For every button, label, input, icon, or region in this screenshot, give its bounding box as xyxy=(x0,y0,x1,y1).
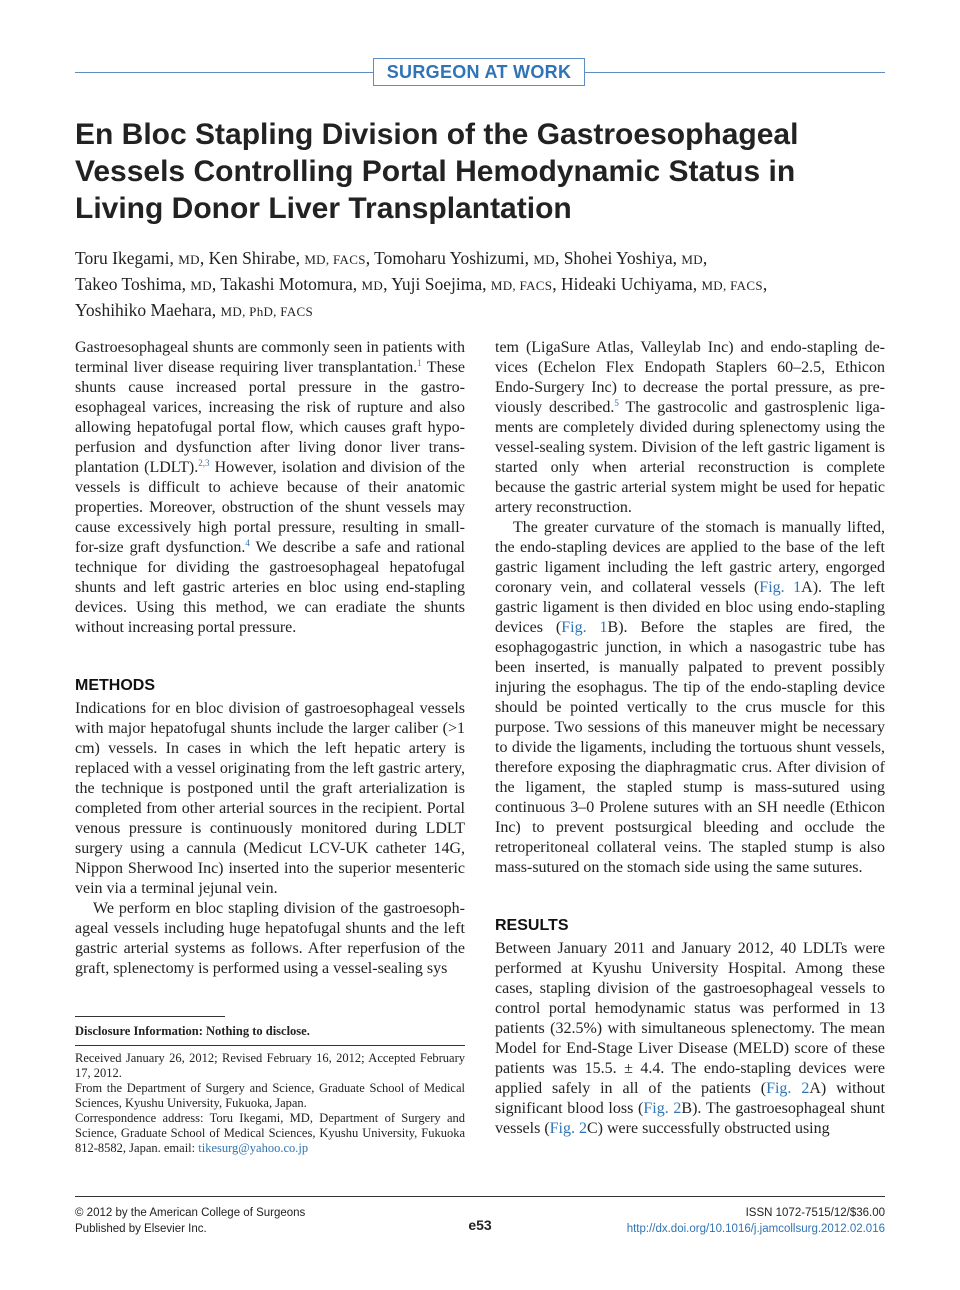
intro-paragraph xyxy=(75,338,465,638)
author-name: Takeo Toshima xyxy=(75,274,182,294)
author-name: Shohei Yoshiya xyxy=(563,248,673,268)
author-credentials: MD, FACS xyxy=(304,252,366,267)
correspondence-text: Correspondence address: Toru Ikegami, MD, Department of Surgery and Science, Graduate School of Medical Sciences, Kyushu University, Fukuoka 812-8582, Japan. email: xyxy=(75,1111,465,1155)
received-note: Received January 26, 2012; Revised February 16, 2012; Accepted February 17, 2012. xyxy=(75,1051,465,1080)
author-name: Tomoharu Yoshizumi xyxy=(374,248,525,268)
header-rule-left xyxy=(75,72,373,73)
page-number: e53 xyxy=(468,1217,492,1233)
author-name: Yoshihiko Maehara xyxy=(75,300,212,320)
intro-text: However, isolation and division of the vessels is difficult to achieve because of their anatomic properties. Moreover, obstruction of the shunt vessels may cause excessively high portal pressure, resulting in small-for-size graft dysfunction. xyxy=(75,459,465,556)
reference-link[interactable]: 2,3 xyxy=(198,458,210,468)
issn: ISSN 1072-7515/12/$36.00 xyxy=(745,1207,885,1219)
author-credentials: MD, FACS xyxy=(701,278,763,293)
author-name: Takashi Motomura xyxy=(220,274,353,294)
reference-link[interactable]: 4 xyxy=(245,538,250,548)
author-credentials: MD xyxy=(178,252,200,267)
methods-text: A). The left gastric ligament is then divided en bloc using endo-stapling devices ( xyxy=(495,579,886,636)
author-credentials: MD xyxy=(681,252,703,267)
methods-paragraph xyxy=(495,518,885,878)
methods-text: tem (LigaSure Atlas, Valleylab Inc) and endo-stapling devices (Echelon Flex Endopath Staplers 60–2.5, Ethicon Endo-Surgery Inc) to decrease the portal pressure, as previously described. xyxy=(495,339,885,416)
author-credentials: MD, PhD, FACS xyxy=(220,304,314,319)
figure-link[interactable]: Fig. 1 xyxy=(759,579,802,596)
results-text: Between January 2011 and January 2012, 40 LDLTs were performed at Kyushu University Hospital. Among these cases, stapling division of the gastroesophageal vessels to control portal hemodynamic status was performed in 13 patients (32.5%) with simultaneous splenectomy. The mean Model for End-Stage Liver Disease (MELD) score of these patients was 15.5. ± 4.4. The endo-stapling devices were applied safely in all of the patients ( xyxy=(495,940,885,1097)
author-name: Toru Ikegami xyxy=(75,248,170,268)
results-heading: RESULTS xyxy=(495,917,569,934)
methods-text: The gastrocolic and gastrosplenic ligaments are completely divided during splenectomy using the vessel-sealing system. Division of the left gastric ligament is started only when arterial reconstruction is complete because the gastric arterial system might be used for hepatic artery reconstruction. xyxy=(495,399,886,516)
disclosure-note: Disclosure Information: Nothing to disclose. xyxy=(75,1024,310,1038)
reference-link[interactable]: 1 xyxy=(417,358,422,368)
left-column xyxy=(75,338,465,979)
intro-text: We describe a safe and rational technique for dividing the gastroesophageal hepatofugal shunts and left gastric arteries en bloc using end-stapling devices. Using this method, we can eradiate the shunts without increasing portal pressure. xyxy=(75,539,465,636)
author-name: Hideaki Uchiyama xyxy=(561,274,693,294)
right-column xyxy=(495,338,885,1139)
copyright: © 2012 by the American College of Surgeons xyxy=(75,1207,306,1219)
methods-text: The greater curvature of the stomach is manually lifted, the endo-stapling devices are applied to the base of the left gastric ligament including the left gastric artery, engorged coronary vein, and collateral vessels ( xyxy=(495,519,885,596)
article-title: En Bloc Stapling Division of the Gastroesophageal Vessels Controlling Portal Hemodynamic Status in Living Donor Liver Transplantation xyxy=(75,118,799,225)
author-name: Ken Shirabe xyxy=(208,248,296,268)
footer-left xyxy=(75,1205,305,1237)
intro-text: These shunts cause increased portal pressure in the gastroesophageal varices, increasing the risk of rupture and also allowing hepatofugal portal flow, which causes graft hypoperfusion and dysfunction after living donor liver transplantation (LDLT). xyxy=(75,359,465,476)
email-link[interactable]: tikesurg@yahoo.co.jp xyxy=(198,1141,309,1155)
figure-link[interactable]: Fig. 2 xyxy=(766,1080,810,1097)
figure-link[interactable]: Fig. 1 xyxy=(561,619,608,636)
author-credentials: MD xyxy=(190,278,212,293)
author-list: Toru Ikegami, MD, Ken Shirabe, MD, FACS, Tomoharu Yoshizumi, MD, Shohei Yoshiya, MD, Takeo Toshima, MD, Takashi Motomura, MD, Yuji Soejima, MD, FACS, Hideaki Uchiyama, MD, FACS, Yoshihiko Maehara, MD, PhD, FACS xyxy=(75,248,768,320)
results-text: C) were successfully obstructed using xyxy=(587,1120,830,1137)
footer-divider xyxy=(75,1196,885,1197)
author-credentials: MD xyxy=(533,252,555,267)
footnote-divider xyxy=(75,1016,225,1017)
author-name: Yuji Soejima xyxy=(391,274,483,294)
author-credentials: MD, FACS xyxy=(490,278,553,293)
methods-paragraph: We perform en bloc stapling division of the gastroesophageal vessels including huge hepatofugal shunts and the left gastric arterial systems as follows. After reperfusion of the graft, splenectomy is performed using a vessel-sealing sys xyxy=(75,900,465,977)
methods-paragraph xyxy=(495,338,885,518)
doi-link[interactable]: http://dx.doi.org/10.1016/j.jamcollsurg.2012.02.016 xyxy=(626,1223,885,1235)
section-tag: SURGEON AT WORK xyxy=(373,58,585,86)
results-text: B). The gastroesophageal shunt vessels ( xyxy=(495,1100,886,1137)
results-text: A) without significant blood loss ( xyxy=(495,1080,886,1117)
footer-right xyxy=(627,1205,885,1237)
figure-link[interactable]: Fig. 2 xyxy=(643,1100,682,1117)
intro-text: Gastroesophageal shunts are commonly seen in patients with terminal liver disease requiring liver transplantation. xyxy=(75,339,465,376)
article-notes xyxy=(75,1051,465,1156)
affiliation-note: From the Department of Surgery and Science, Graduate School of Medical Sciences, Kyushu University, Fukuoka, Japan. xyxy=(75,1081,465,1110)
reference-link[interactable]: 5 xyxy=(614,398,619,408)
header-rule-right xyxy=(585,72,885,73)
footnote-divider xyxy=(75,1045,465,1046)
correspondence-note xyxy=(75,1111,465,1156)
author-credentials: MD xyxy=(361,278,384,293)
methods-paragraph: Indications for en bloc division of gastroesophageal vessels with major hepatofugal shunts include the larger caliber (>1 cm) vessels. In cases in which the left hepatic artery is replaced with a vessel originating from the left gastric artery, the technique is postponed until the graft arterialization is completed from other arterial sources in the recipient. Portal venous pressure is continuously monitored during LDLT surgery using a cannula (Medicut LCV-UK catheter 14G, Nippon Sherwood Inc) inserted into the superior mesenteric vein via a terminal jejunal vein. xyxy=(75,700,465,897)
publisher: Published by Elsevier Inc. xyxy=(75,1223,207,1235)
results-paragraph xyxy=(495,939,885,1139)
methods-text: B). Before the staples are fired, the esophagogastric junction, in which a nasogastric tube has been inserted, is manually palpated to prevent possibly injuring the esophagus. The tip of the endo-stapling device should be pointed vertically to the crus muscle for this purpose. Two sessions of this maneuver might be necessary to divide the ligaments, including the tortuous shunt vessels, therefore exposing the diaphragmatic crus. After division of the ligament, the stapled stump is mass-sutured using continuous 3–0 Prolene sutures with an SH needle (Ethicon Inc) to prevent postsurgical bleeding and occlude the retroperitoneal collateral veins. The stapled stump is also mass-sutured on the stomach side using the same sutures. xyxy=(495,619,885,876)
figure-link[interactable]: Fig. 2 xyxy=(549,1120,587,1137)
methods-heading: METHODS xyxy=(75,677,155,694)
